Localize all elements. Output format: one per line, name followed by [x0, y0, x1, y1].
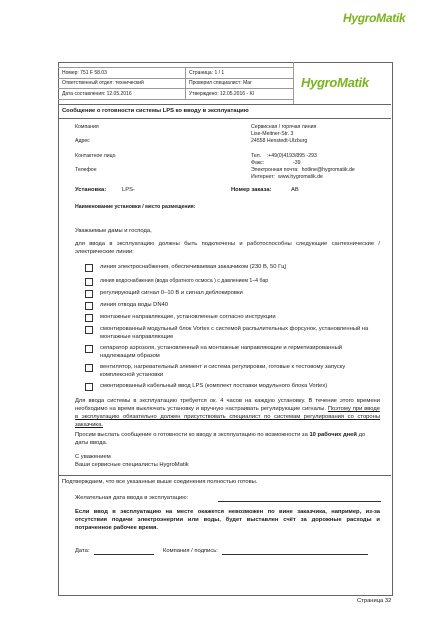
- order-label: Номер заказа:: [231, 187, 272, 193]
- company-value: Сервисная / горячая линия: [251, 124, 317, 130]
- checkbox-signal[interactable]: [85, 290, 93, 298]
- logo-part2: Matik: [376, 11, 406, 25]
- checklist-item-water: линия водоснабжения (вода обратного осмоса ) с давлением 1–4 бар: [100, 278, 269, 284]
- checklist-item-signal: регулирующий сигнал 0–10 В и сигнал деблокировки: [100, 290, 243, 296]
- page-number: Страница 32: [357, 598, 392, 604]
- doc-dept: Ответственный отдел: технический: [62, 80, 144, 86]
- header-row-2: [58, 78, 293, 89]
- contact-label: Контактное лицо: [75, 153, 116, 159]
- header-row-3: [58, 89, 293, 100]
- paragraph-duration-emphasis: Поэтому при вводе в эксплуатацию обязательно должен присутствовать специалист по системам регулирования со стороны заказчика.: [75, 406, 381, 428]
- checkbox-rails[interactable]: [85, 314, 93, 322]
- regards: С уважением: [75, 454, 111, 460]
- paragraph-request-days: 10 рабочих дней: [309, 432, 357, 438]
- order-value: AB: [291, 187, 299, 193]
- fax-value: Факс: -39: [251, 160, 301, 166]
- logo-part1: Hygro: [343, 11, 377, 25]
- title-divider: [58, 118, 391, 119]
- checkbox-cable[interactable]: [85, 383, 93, 391]
- paragraph-duration: [75, 397, 380, 429]
- doc-number: Номер: 751 F 58.03: [62, 70, 107, 76]
- address-label: Адрес: [75, 138, 90, 144]
- checklist-item-separator: сепаратор аэрозоля, установленный на монтажные направляющие и герметизированный надлежащим образом: [100, 345, 342, 359]
- web-value: Интернет: www.hygromatik.de: [251, 174, 323, 180]
- checkbox-separator[interactable]: [85, 345, 93, 353]
- brand-logo: [343, 11, 405, 25]
- install-label: Установка:: [75, 187, 107, 193]
- header-logo-part1: Hygro: [301, 75, 338, 90]
- install-value: LPS-: [122, 187, 135, 193]
- paragraph-request: [75, 431, 380, 447]
- header-logo-part2: Matik: [337, 75, 369, 90]
- warning-text: Если ввод в эксплуатацию на месте окажется невозможен по вине заказчика, например, из-за отсутствия подачи электроэнергии или воды, будет выставлен счёт за дорожные расходы и потраченное рабочее время.: [75, 509, 380, 531]
- checkbox-vortex[interactable]: [85, 326, 93, 334]
- checkbox-drain[interactable]: [85, 302, 93, 310]
- confirm-text: Подтверждаем, что все указанные выше соединения полностью готовы.: [62, 479, 258, 485]
- desired-date-label: Желательная дата ввода в эксплуатацию:: [75, 495, 189, 501]
- doc-page: Страница: 1 / 1: [189, 70, 225, 76]
- location-label: Наименование установки / место размещения:: [75, 204, 196, 210]
- date-field[interactable]: [94, 554, 154, 555]
- tel-value: Тел. :+49(0)4193/895 -293: [251, 153, 317, 159]
- city-value: 24558 Henstedt-Ulzburg: [251, 138, 308, 144]
- doc-created: Дата составления: 12.05.2016: [62, 91, 132, 97]
- desired-date-field[interactable]: [218, 501, 381, 502]
- confirm-divider: [58, 475, 391, 476]
- date-label: Дата:: [75, 548, 90, 554]
- checklist-item-vortex: смонтированный модульный блок Vortex с системой распылительных форсунок, установленный на монтажные направляющие: [100, 326, 369, 340]
- checkbox-power[interactable]: [85, 264, 93, 272]
- checkbox-water[interactable]: [85, 278, 93, 286]
- header-table: [58, 62, 391, 105]
- company-sign-label: Компания / подпись:: [163, 548, 218, 554]
- greeting: Уважаемые дамы и господа,: [75, 228, 152, 234]
- signature: Ваши сервисные специалисты HygroMatik: [75, 462, 189, 468]
- checklist-item-rails: монтажные направляющие, установленные согласно инструкции: [100, 314, 276, 320]
- paragraph-request-end: до даты ввода.: [75, 432, 366, 446]
- street-value: Lise-Meitner-Str. 3: [251, 131, 294, 137]
- company-label: Компания: [75, 124, 99, 130]
- document-title: Сообщение о готовности системы LPS ко вводу в эксплуатацию: [62, 108, 249, 114]
- intro-text: для ввода в эксплуатацию должны быть подключены и работоспособны следующие сантехнические / электрические линии:: [75, 241, 380, 255]
- checklist-item-cable: смонтированный кабельный ввод LPS (комплект поставки модульного блока Vortex): [100, 383, 328, 389]
- checklist-item-power: линия электроснабжения, обеспечиваемая заказчиком (230 В, 50 Гц): [100, 264, 287, 270]
- email-value: Электронная почта: hotline@hygromatik.de: [251, 167, 355, 173]
- company-sign-field[interactable]: [222, 554, 368, 555]
- checkbox-fan[interactable]: [85, 364, 93, 372]
- checklist-item-fan: вентилятор, нагревательный элемент и система регулировки, готовые к тестовому запуску комплексной установки: [100, 364, 346, 378]
- header-divider: [185, 67, 186, 100]
- header-logo: [301, 75, 369, 90]
- doc-approved: Утверждено: 12.05.2016 - Kl: [189, 91, 254, 97]
- header-logo-divider: [293, 62, 294, 104]
- checklist-item-drain: линия отвода воды DN40: [100, 302, 168, 308]
- phone-label: Телефон: [75, 167, 97, 173]
- paragraph-duration-text: Для ввода системы в эксплуатацию требуется ок. 4 часов на каждую установку. В течение этого времени необходимо на время выключать установку и вручную настраивать регулирующие сигналы.: [75, 398, 380, 412]
- paragraph-request-text: Просим выслать сообщение о готовности ко вводу в эксплуатацию по возможности за: [75, 432, 310, 438]
- doc-checked: Проверил специалист: Mar: [189, 80, 252, 86]
